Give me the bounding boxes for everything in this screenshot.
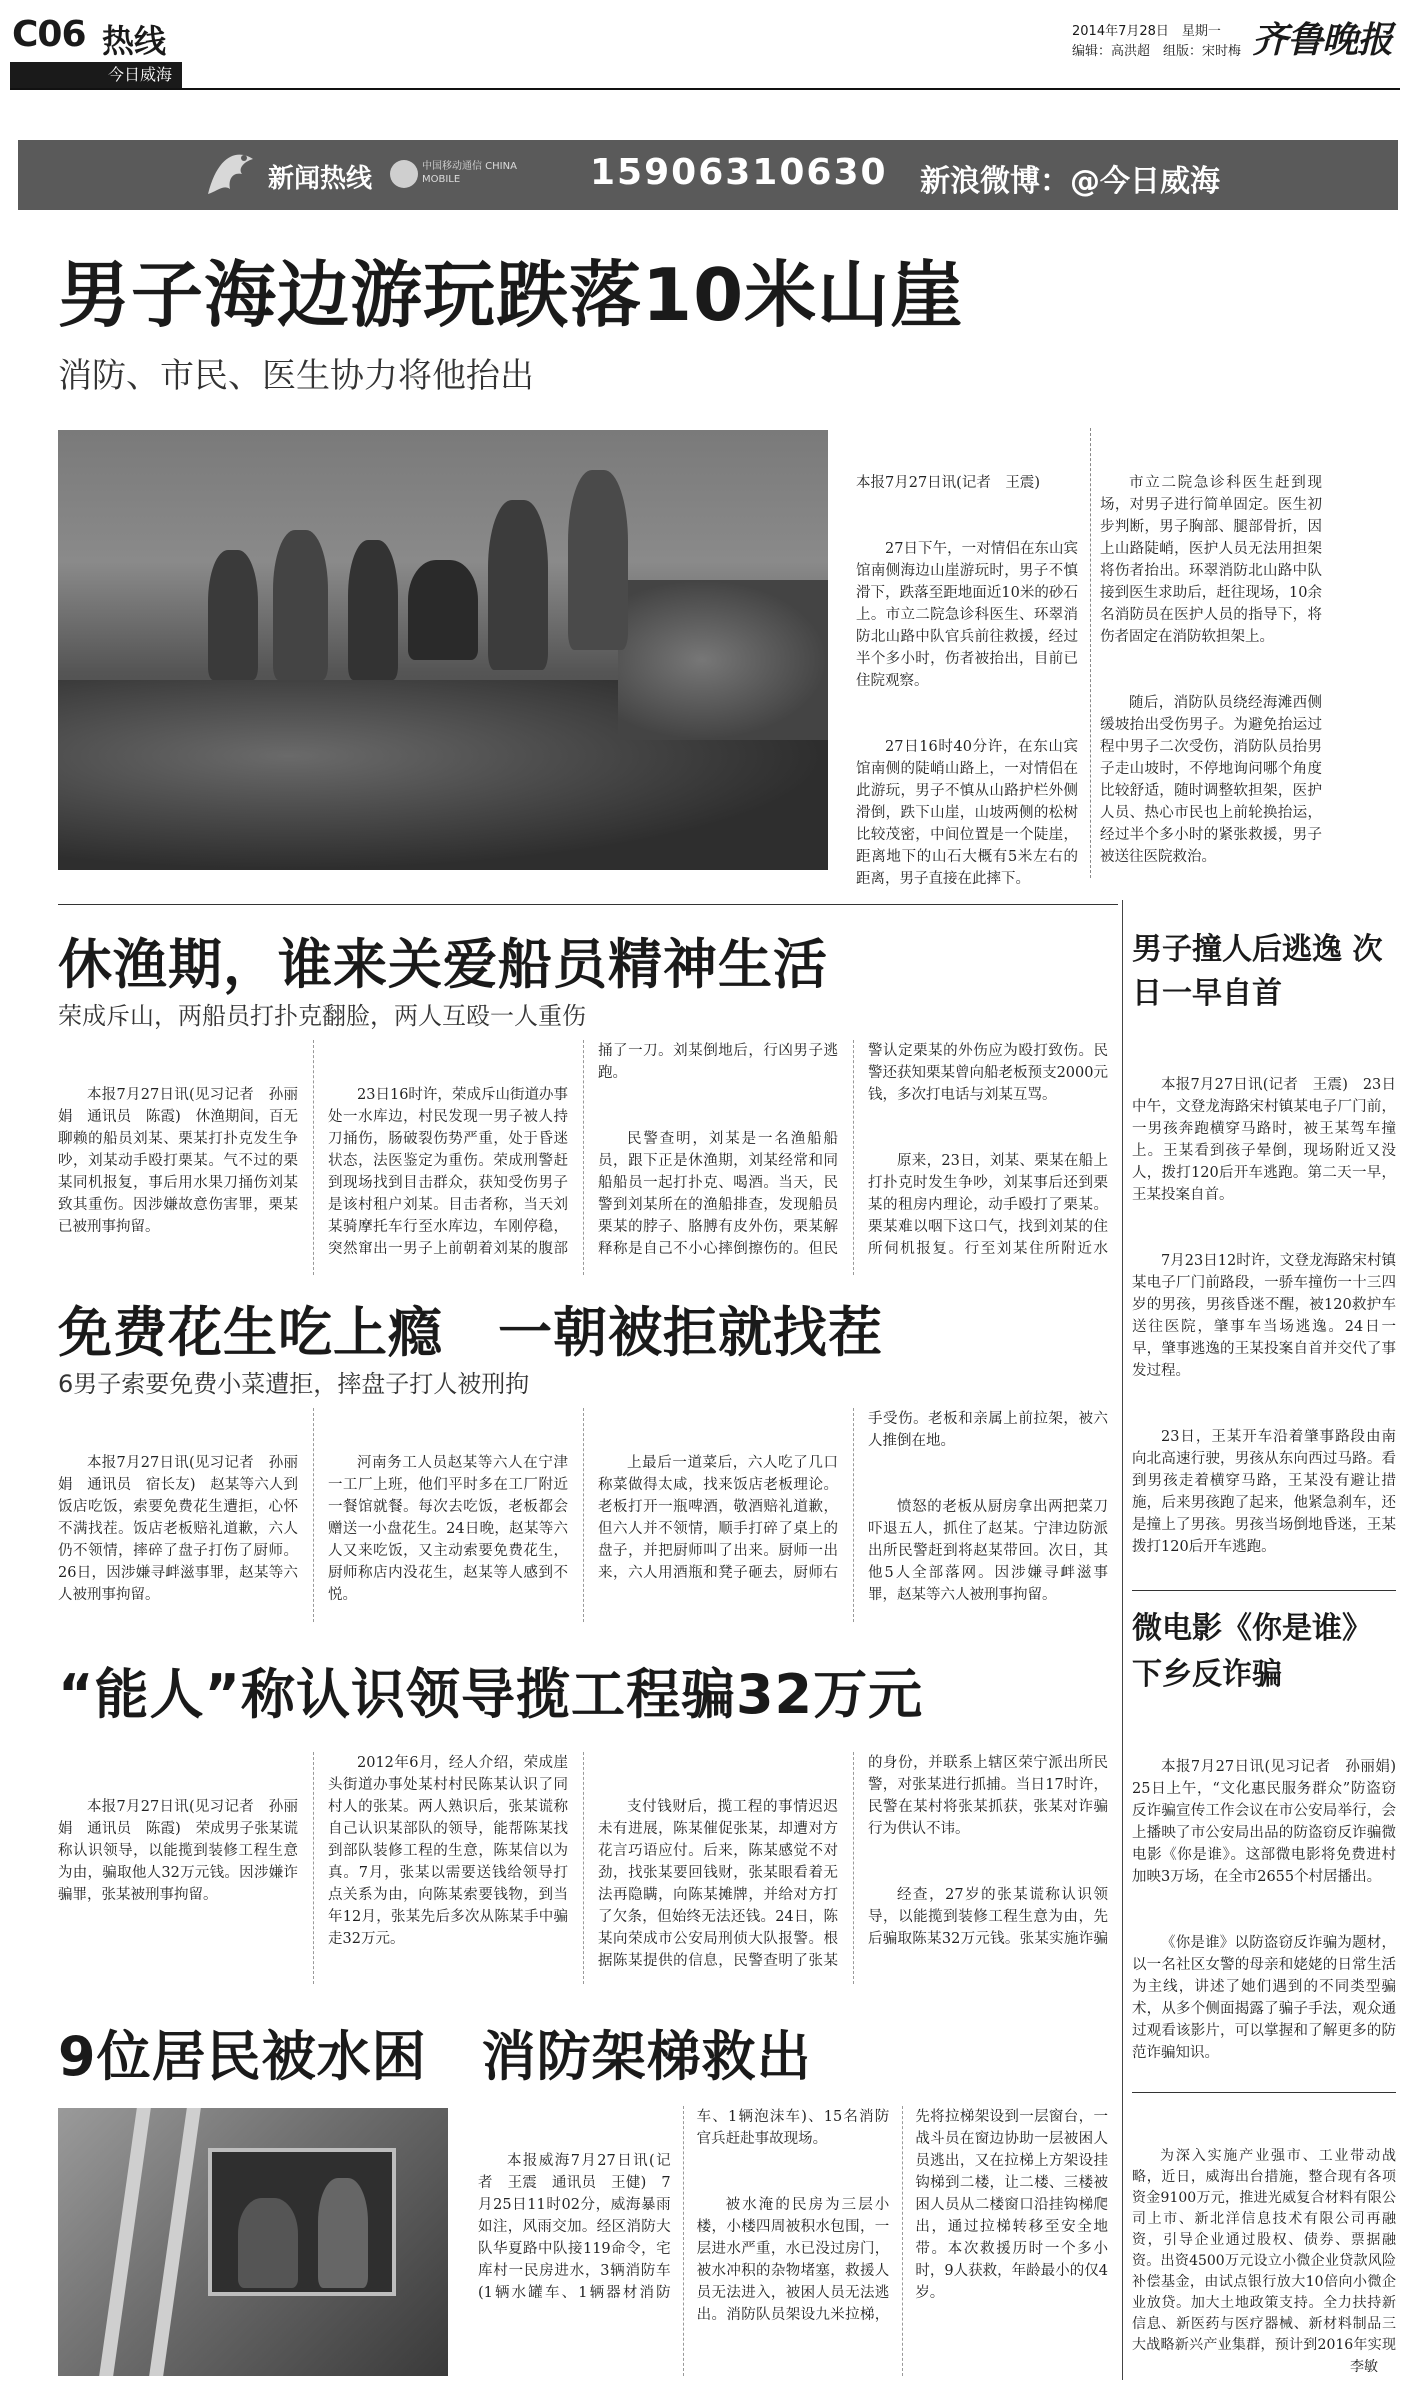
side1-para: 7月23日12时许，文登龙海路宋村镇某电子厂门前路段，一骄车撞伤一十三四岁的男孩，男孩昏迷不醒，被120救护车送往医院，肇事车当场逃逸。24日一早，肇事逃逸的王某投案自首并交代了事发过程。 xyxy=(1132,1253,1396,1379)
side3-body xyxy=(1132,2104,1396,2354)
article5-title: 9位居民被水困 消防架梯救出 xyxy=(58,2025,812,2088)
article3-subtitle: 6男子索要免费小菜遭拒，摔盘子打人被刑拘 xyxy=(58,1370,530,1398)
column-divider xyxy=(1090,428,1091,878)
article3-body xyxy=(58,1408,1108,1622)
article2-body xyxy=(58,1040,1108,1275)
article4-para: 本报7月27日讯(见习记者 孙丽娟 通讯员 陈霞) 荣成男子张某谎称认识领导，以能揽到装修工程生意为由，骗取他人32万元钱。因涉嫌诈骗罪，张某被刑事拘留。 xyxy=(58,1799,298,1903)
article1-col1 xyxy=(856,428,1078,888)
side2-para: 《你是谁》以防盗窃反诈骗为题材，以一名社区女警的母亲和姥姥的日常生活为主线，讲述了她们遇到的不同类型骗术，从多个侧面揭露了骗子手法，观众通过观看该影片，可以掌握和了解更多的防范诈骗知识。 xyxy=(1132,1935,1396,2061)
date-line: 2014年7月28日 星期一 xyxy=(1072,24,1221,39)
subsection-tag: 今日威海 xyxy=(10,62,182,88)
article1-para: 市立二院急诊科医生赶到现场，对男子进行简单固定。医生初步判断，男子胸部、腿部骨折，因上山路陡峭，医护人员无法用担架将伤者抬出。环翠消防北山路中队接到医生求助后，赶往现场，10余名消防员在医护人员的指导下，将伤者固定在消防软担架上。 xyxy=(1100,475,1322,645)
article4-para: 经查，27岁的张某谎称认识领导，以能揽到装修工程生意为由，先后骗取陈某32万元钱。张某实施诈骗 xyxy=(868,1887,1108,1947)
banner-weibo[interactable]: 新浪微博：@今日威海 xyxy=(920,164,1220,199)
page-code: C06 xyxy=(12,14,86,55)
article1-para: 27日16时40分许，在东山宾馆南侧的陡峭山路上，一对情侣在此游玩，男子不慎从山路护栏外侧滑倒，跌下山崖，山坡两侧的松树比较茂密，中间位置是一个陡崖，距离地下的山石大概有5米左右的距离，男子直接在此摔下。 xyxy=(856,739,1078,887)
article1-subtitle: 消防、市民、医生协力将他抬出 xyxy=(58,356,534,396)
side1-para: 本报7月27日讯(记者 王震) 23日中午，文登龙海路宋村镇某电子厂门前，一男孩奔跑横穿马路时，被王某驾车撞上。王某看到孩子晕倒，现场附近又没人，拨打120后开车逃跑。第二天一早，王某投案自首。 xyxy=(1132,1077,1396,1203)
article1-dateline: 本报7月27日讯(记者 王震) xyxy=(856,475,1040,491)
article3-para: 河南务工人员赵某等六人在宁津一工厂上班，他们平时多在工厂附近一餐馆就餐。每次去吃饭，老板都会赠送一小盘花生。24日晚，赵某等六人又来吃饭，又主动索要免费花生，厨师称店内没花生，赵某等人感到不悦。 xyxy=(328,1455,568,1603)
article1-photo xyxy=(58,430,828,870)
sidebar-divider xyxy=(1122,900,1123,2380)
side1-title: 男子撞人后逃逸 次日一早自首 xyxy=(1132,932,1383,1011)
phoenix-logo-icon xyxy=(198,144,258,206)
side1-para: 23日，王某开车沿着肇事路段由南向北高速行驶，男孩从东向西过马路。看到男孩走着横穿马路，王某没有避让措施，后来男孩跑了起来，他紧急刹车，还是撞上了男孩。男孩当场倒地昏迷，王某拨打120后开车逃跑。 xyxy=(1132,1429,1396,1555)
section-rule xyxy=(58,904,1118,905)
article5-body xyxy=(478,2106,1108,2376)
photo2-icon xyxy=(58,2108,59,2109)
section-name: 热线 xyxy=(102,22,167,60)
article2-para: 23日16时许，荣成斥山街道办事处一水库边，村民发现一男子被人持刀捅伤，肠破裂伤势严重，处于昏迷状态，法医鉴定为重伤。荣成刑警赶到现场找到目击群众，获知受伤男子是该村租户刘某。目击者称，当天刘某骑摩托车行至水库边，车刚停稳，突然窜出一男子上前朝着刘某的腹部捅了一刀。刘某倒地后，行凶男子逃跑。 xyxy=(328,1043,838,1257)
article3-para: 愤怒的老板从厨房拿出两把菜刀吓退五人，抓住了赵某。宁津边防派出所民警赶到将赵某带回。次日，其他5人全部落网。因涉嫌寻衅滋事罪，赵某等六人被刑事拘留。 xyxy=(868,1499,1108,1603)
sponsor-label: 中国移动通信 CHINA MOBILE xyxy=(422,161,517,185)
side2-title: 微电影《你是谁》下乡反诈骗 xyxy=(1132,1611,1372,1692)
paper-logo: 齐鲁晚报 xyxy=(1252,19,1393,61)
side-rule xyxy=(1132,1590,1396,1591)
article2-para: 本报7月27日讯(见习记者 孙丽娟 通讯员 陈霞) 休渔期间，百无聊赖的船员刘某、栗某打扑克发生争吵，刘某动手殴打栗某。气不过的栗某同机报复，事后用水果刀捅伤刘某致其重伤。因涉嫌故意伤害罪，栗某已被刑事拘留。 xyxy=(58,1087,298,1235)
article4-para: 2012年6月，经人介绍，荣成崖头街道办事处某村村民陈某认识了同村人的张某。两人熟识后，张某谎称自己认识某部队的领导，能帮陈某找到部队装修工程的生意，陈某信以为真。7月，张某以需要送钱给领导打点关系为由，向陈某索要钱物，到当年12月，张某先后多次从陈某手中骗走32万元。 xyxy=(328,1755,568,1947)
article3-para: 上最后一道菜后，六人吃了几口称菜做得太咸，找来饭店老板理论。老板打开一瓶啤酒，敬酒赔礼道歉，但六人并不领情，顺手打碎了桌上的盘子，并把厨师叫了出来。厨师一出来，六人用酒瓶和凳子砸去，厨师右手受伤。老板和亲属上前拉架，被六人推倒在地。 xyxy=(598,1411,1108,1581)
article2-para: 民警查明，刘某是一名渔船船员，跟下正是休渔期，刘某经常和同船船员一起打扑克、喝酒。当天，民警到刘某所在的渔船排查，发现船员栗某的脖子、胳膊有皮外伤，栗某解释称是自己不小心摔倒擦伤的。但民警认定栗某的外伤应为殴打致伤。民警还获知栗某曾向船老板预支2000元钱，多次打电话与刘某互骂。 xyxy=(598,1043,1108,1257)
article4-para: 支付钱财后，揽工程的事情迟迟未有进展，陈某催促张某，却遭对方花言巧语应付。后来，陈某感觉不对劲，找张某要回钱财，张某眼看着无法再隐瞒，向陈某摊牌，并给对方打了欠条，但始终无法还钱。24日，陈某向荣成市公安局刑侦大队报警。根据陈某提供的信息，民警查明了张某的身份，并联系上辖区荣宁派出所民警，对张某进行抓捕。当日17时许，民警在某村将张某抓获，张某对诈骗行为供认不讳。 xyxy=(598,1755,1108,1969)
photo1-icon xyxy=(58,430,59,431)
article2-subtitle: 荣成斥山，两船员打扑克翻脸，两人互殴一人重伤 xyxy=(58,1002,586,1030)
article4-body xyxy=(58,1752,1108,1984)
side-rule xyxy=(1132,2092,1396,2093)
side1-body xyxy=(1132,1030,1396,1585)
editors-line: 编辑：高洪超 组版：宋时梅 xyxy=(1072,44,1242,59)
article1-para: 随后，消防队员绕经海滩西侧缓坡抬出受伤男子。为避免抬运过程中男子二次受伤，消防队员抬男子走山坡时，不停地询问哪个角度比较舒适，随时调整软担架，医护人员、热心市民也上前轮换抬运，经过半个多小时的紧张救援，男子被送往医院救治。 xyxy=(1100,695,1322,865)
side2-para: 本报7月27日讯(见习记者 孙丽娟) 25日上午，“文化惠民服务群众”防盗窃反诈骗宣传工作会议在市公安局举行，会上播映了市公安局出品的防盗窃反诈骗微电影《你是谁》。这部微电影将免费进村加映3万场，在全市2655个村居播出。 xyxy=(1132,1759,1396,1885)
banner-phone[interactable]: 15906310630 xyxy=(590,152,888,193)
article3-title: 免费花生吃上瘾 一朝被拒就找茬 xyxy=(58,1301,883,1364)
article4-title: “能人”称认识领导揽工程骗32万元 xyxy=(58,1663,924,1726)
article1-para: 27日下午，一对情侣在东山宾馆南侧海边山崖游玩时，男子不慎滑下，跌落至距地面近10米的砂石上。市立二院急诊科医生、环翠消防北山路中队官兵前往救援，经过半个多小时，伤者被抬出，目前已住院观察。 xyxy=(856,541,1078,689)
banner-label: 新闻热线 xyxy=(268,164,373,194)
side2-body xyxy=(1132,1712,1396,2080)
mobile-logo-icon xyxy=(390,160,418,188)
article1-col2 xyxy=(1100,428,1322,890)
side3-para: 为深入实施产业强市、工业带动战略，近日，威海出台措施，整合现有各项资金9100万元，推进光威复合材料有限公司上市、新北洋信息技术有限公司再融资，引导企业通过股权、债券、票据融资。出资4500万元设立小微企业贷款风险补偿基金，由试点银行放大10倍向小微企业放贷。加大土地政策支持。全力扶持新信息、新医药与医疗器械、新材料制品三大战略新兴产业集群，预计到2016年实现 xyxy=(1132,2148,1396,2353)
article5-photo xyxy=(58,2108,448,2376)
article3-para: 本报7月27日讯(见习记者 孙丽娟 通讯员 宿长友) 赵某等六人到饭店吃饭，索要免费花生遭拒，心怀不满找茬。饭店老板赔礼道歉，六人仍不领情，摔碎了盘子打伤了厨师。26日，因涉嫌寻衅滋事罪，赵某等六人被刑事拘留。 xyxy=(58,1455,298,1603)
header-rule xyxy=(10,88,1400,90)
hotline-banner xyxy=(18,140,1398,210)
article5-para: 被水淹的民房为三层小楼，小楼四周被积水包围，一层进水严重，水已没过房门，被水冲积的杂物堵塞，救援人员无法进入，被困人员无法逃出。消防队员架设九米拉梯，先将拉梯架设到一层窗台，一战斗员在窗边协助一层被困人员逃出，又在拉梯上方架设挂钩梯到二楼，让二楼、三楼被困人员从二楼窗口沿挂钩梯爬出，通过拉梯转移至安全地带。本次救援历时一个多小时，9人获救，年龄最小的仅4岁。 xyxy=(696,2109,1108,2323)
article5-para: 本报威海7月27日讯(记者 王震 通讯员 王健) 7月25日11时02分，威海暴雨如注，风雨交加。经区消防大队华夏路中队接119命令，宅库村一民房进水，3辆消防车(1辆水罐车、1辆器材消防车、1辆泡沫车)、15名消防官兵赶赴事故现场。 xyxy=(478,2109,890,2301)
article1-title: 男子海边游玩跌落10米山崖 xyxy=(58,253,964,337)
side3-byline: 李敏 xyxy=(1350,2359,1378,2375)
article2-title: 休渔期，谁来关爱船员精神生活 xyxy=(58,933,828,996)
article2-para: 原来，23日，刘某、栗某在船上打扑克时发生争吵，刘某事后还到栗某的租房内理论，动手殴打了栗某。栗某难以咽下这口气，找到刘某的住所伺机报复。行至刘某住所附近水 xyxy=(868,1153,1108,1257)
